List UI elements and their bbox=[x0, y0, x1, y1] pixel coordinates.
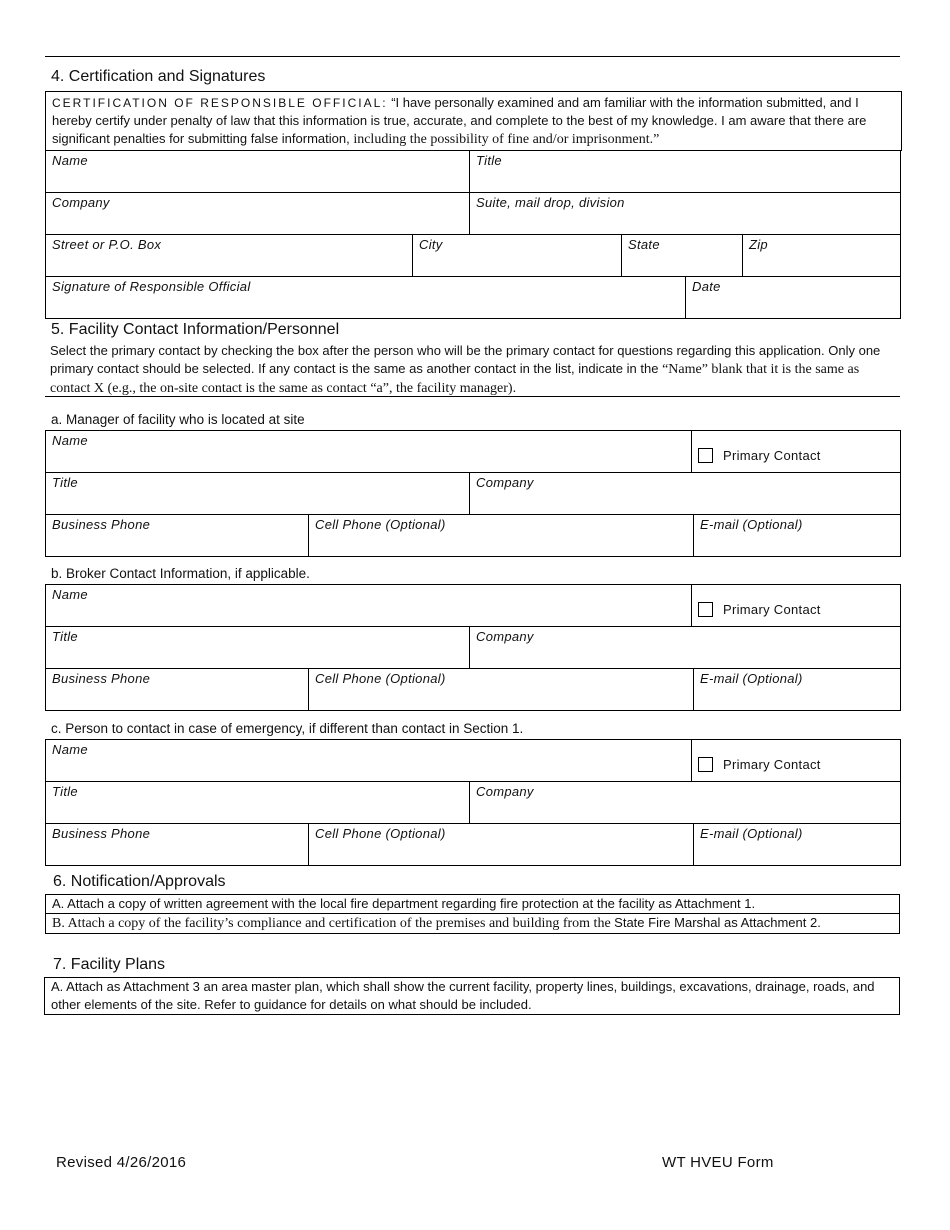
signature-field[interactable]: Signature of Responsible Official bbox=[46, 277, 686, 319]
official-address-table bbox=[45, 234, 901, 277]
cert-lead: CERTIFICATION OF RESPONSIBLE OFFICIAL: bbox=[52, 96, 388, 110]
footer-revised: Revised 4/26/2016 bbox=[56, 1154, 187, 1171]
section6-title: 6. Notification/Approvals bbox=[53, 873, 226, 890]
instructions-text-end: “Name” blank that it is the same as contact X (e.g., the on-site contact is the same as contact “a”, the facility manager). bbox=[50, 362, 860, 396]
official-name-title-table bbox=[45, 150, 901, 235]
contact-b-primary-checkbox[interactable] bbox=[698, 602, 713, 617]
contact-c-business-phone-field[interactable]: Business Phone bbox=[46, 824, 309, 866]
zip-field[interactable]: Zip bbox=[743, 235, 901, 277]
contact-b-phone-row bbox=[45, 668, 901, 711]
official-company-field[interactable]: Company bbox=[46, 193, 470, 235]
section6-item-a: A. Attach a copy of written agreement with the local fire department regarding fire protection at the facility as Attachment 1. bbox=[52, 896, 756, 911]
contact-a-title-field[interactable]: Title bbox=[46, 473, 470, 515]
street-field[interactable]: Street or P.O. Box bbox=[46, 235, 413, 277]
section5-rule bbox=[45, 396, 900, 397]
contact-b-heading: b. Broker Contact Information, if applicable. bbox=[51, 566, 310, 581]
instructions-text: Select the primary contact by checking the box after the person who will be the primary contact for questions regarding this application. Only one primary contact should be selected. If any contact is the same as another contact in the list, indicate in the bbox=[50, 343, 881, 376]
contact-a-primary-checkbox[interactable] bbox=[698, 448, 713, 463]
contact-b-title-field[interactable]: Title bbox=[46, 627, 470, 669]
contact-b-title-row bbox=[45, 626, 901, 669]
contact-a-primary[interactable]: Primary Contact bbox=[698, 433, 894, 473]
section4-title: 4. Certification and Signatures bbox=[51, 68, 266, 85]
official-title-field[interactable]: Title bbox=[470, 151, 901, 193]
contact-c-title-row bbox=[45, 781, 901, 824]
contact-c-primary-checkbox[interactable] bbox=[698, 757, 713, 772]
contact-c-heading: c. Person to contact in case of emergency, if different than contact in Section 1. bbox=[51, 721, 524, 736]
contact-c-company-field[interactable]: Company bbox=[470, 782, 901, 824]
state-field[interactable]: State bbox=[622, 235, 743, 277]
top-rule bbox=[45, 56, 900, 57]
contact-a-name-field[interactable]: Name bbox=[46, 431, 692, 473]
contact-b-company-field[interactable]: Company bbox=[470, 627, 901, 669]
cert-text-end: including the possibility of fine and/or imprisonment.” bbox=[353, 132, 660, 147]
section7-title: 7. Facility Plans bbox=[53, 956, 166, 973]
section7-box bbox=[44, 977, 900, 1015]
footer-form-name: WT HVEU Form bbox=[662, 1154, 774, 1171]
signature-table bbox=[45, 276, 901, 319]
contact-c-phone-row bbox=[45, 823, 901, 866]
city-field[interactable]: City bbox=[413, 235, 622, 277]
official-name-field[interactable]: Name bbox=[46, 151, 470, 193]
section7-item-a: A. Attach as Attachment 3 an area master plan, which shall show the current facility, property lines, buildings, excavations, drainage, roads, and other elements of the site. Refer to guidance for details on what should be included. bbox=[51, 979, 875, 1012]
section6-item-b: B. Attach a copy of the facility’s compliance and certification of the premises and building from the State Fire Marshal as Attachment 2. bbox=[46, 913, 899, 933]
contact-a-phone-row bbox=[45, 514, 901, 557]
section5-instructions bbox=[50, 342, 895, 398]
contact-a-business-phone-field[interactable]: Business Phone bbox=[46, 515, 309, 557]
contact-b-email-field[interactable]: E-mail (Optional) bbox=[694, 669, 901, 711]
contact-a-company-field[interactable]: Company bbox=[470, 473, 901, 515]
cert-text: “I have personally examined and am familiar with the information submitted, and I hereby certify under penalty of law that this information is true, accurate, and complete to the best of my knowledge. I am aware that there are significant penalties for submitting false information, bbox=[52, 95, 867, 146]
contact-a-cell-phone-field[interactable]: Cell Phone (Optional) bbox=[309, 515, 694, 557]
contact-b-cell-phone-field[interactable]: Cell Phone (Optional) bbox=[309, 669, 694, 711]
contact-b-business-phone-field[interactable]: Business Phone bbox=[46, 669, 309, 711]
contact-c-title-field[interactable]: Title bbox=[46, 782, 470, 824]
date-field[interactable]: Date bbox=[686, 277, 901, 319]
contact-c-cell-phone-field[interactable]: Cell Phone (Optional) bbox=[309, 824, 694, 866]
section6-box bbox=[45, 894, 900, 934]
contact-b-primary[interactable]: Primary Contact bbox=[698, 587, 894, 627]
contact-a-title-row bbox=[45, 472, 901, 515]
official-suite-field[interactable]: Suite, mail drop, division bbox=[470, 193, 901, 235]
contact-b-name-row bbox=[45, 584, 901, 627]
contact-c-name-field[interactable]: Name bbox=[46, 740, 692, 782]
certification-statement bbox=[45, 91, 902, 151]
contact-a-heading: a. Manager of facility who is located at site bbox=[51, 412, 305, 427]
contact-b-name-field[interactable]: Name bbox=[46, 585, 692, 627]
contact-a-name-row bbox=[45, 430, 901, 473]
contact-c-name-row bbox=[45, 739, 901, 782]
contact-c-email-field[interactable]: E-mail (Optional) bbox=[694, 824, 901, 866]
section5-title: 5. Facility Contact Information/Personnel bbox=[51, 321, 340, 338]
contact-a-email-field[interactable]: E-mail (Optional) bbox=[694, 515, 901, 557]
contact-c-primary[interactable]: Primary Contact bbox=[698, 742, 894, 782]
